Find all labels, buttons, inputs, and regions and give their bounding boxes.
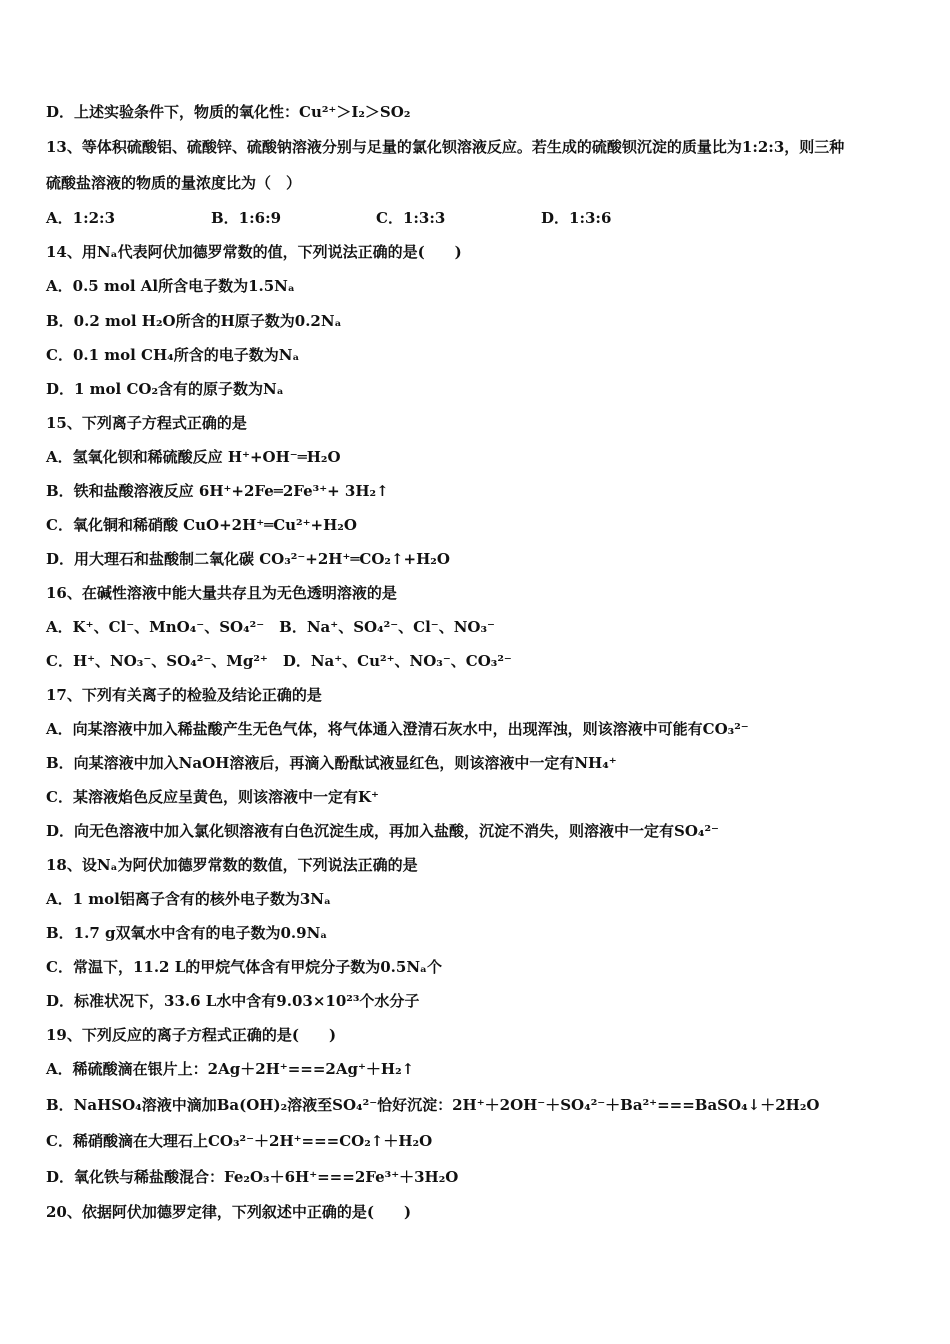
question-14-option-c: C．0.1 mol CH₄所含的电子数为Nₐ [46,346,300,364]
question-19-option-a: A．稀硫酸滴在银片上：2Ag＋2H⁺===2Ag⁺＋H₂↑ [46,1060,415,1078]
question-19-option-d: D．氧化铁与稀盐酸混合：Fe₂O₃＋6H⁺===2Fe³⁺＋3H₂O [46,1168,459,1186]
question-14-option-d: D．1 mol CO₂含有的原子数为Nₐ [46,380,284,398]
question-17-option-a: A．向某溶液中加入稀盐酸产生无色气体，将气体通入澄清石灰水中，出现浑浊，则该溶液中可能有CO₃²⁻ [46,720,749,738]
option-b: B．1:6:9 [211,209,282,227]
question-17-option-b: B．向某溶液中加入NaOH溶液后，再滴入酚酞试液显红色，则该溶液中一定有NH₄⁺ [46,754,617,772]
question-15-option-b: B．铁和盐酸溶液反应 6H⁺+2Fe═2Fe³⁺+ 3H₂↑ [46,482,389,500]
question-20: 20、依据阿伏加德罗定律，下列叙述中正确的是( ) [46,1203,412,1221]
question-15-option-a: A．氢氧化钡和稀硫酸反应 H⁺+OH⁻═H₂O [46,448,341,466]
question-13-line-2: 硫酸盐溶液的物质的量浓度比为（ ） [46,174,302,192]
question-18-option-a: A．1 mol铝离子含有的核外电子数为3Nₐ [46,890,332,908]
question-16-options-cd: C．H⁺、NO₃⁻、SO₄²⁻、Mg²⁺ D．Na⁺、Cu²⁺、NO₃⁻、CO₃²⁻ [46,652,512,670]
question-19: 19、下列反应的离子方程式正确的是( ) [46,1026,337,1044]
question-14: 14、用Nₐ代表阿伏加德罗常数的值，下列说法正确的是( ) [46,243,462,261]
question-17-option-d: D．向无色溶液中加入氯化钡溶液有白色沉淀生成，再加入盐酸，沉淀不消失，则溶液中一定有SO₄²⁻ [46,822,719,840]
option-a: A．1:2:3 [46,209,116,227]
question-18-option-d: D．标准状况下，33.6 L水中含有9.03×10²³个水分子 [46,992,420,1010]
question-18: 18、设Nₐ为阿伏加德罗常数的数值，下列说法正确的是 [46,856,418,874]
question-18-option-c: C．常温下，11.2 L的甲烷气体含有甲烷分子数为0.5Nₐ个 [46,958,443,976]
question-15-option-c: C．氧化铜和稀硝酸 CuO+2H⁺═Cu²⁺+H₂O [46,516,357,534]
text-line: D．上述实验条件下，物质的氧化性：Cu²⁺＞I₂＞SO₂ [46,103,411,121]
question-13-line-1: 13、等体积硫酸铝、硫酸锌、硫酸钠溶液分别与足量的氯化钡溶液反应。若生成的硫酸钡沉淀的质量比为1:2:3，则三种 [46,138,845,156]
option-c: C．1:3:3 [376,209,446,227]
question-19-option-b: B．NaHSO₄溶液中滴加Ba(OH)₂溶液至SO₄²⁻恰好沉淀：2H⁺＋2OH⁻＋SO₄²⁻＋Ba²⁺===BaSO₄↓＋2H₂O [46,1096,820,1114]
question-16-options-ab: A．K⁺、Cl⁻、MnO₄⁻、SO₄²⁻ B．Na⁺、SO₄²⁻、Cl⁻、NO₃⁻ [46,618,495,636]
question-14-option-b: B．0.2 mol H₂O所含的H原子数为0.2Nₐ [46,312,342,330]
question-14-option-a: A．0.5 mol Al所含电子数为1.5Nₐ [46,277,295,295]
question-17: 17、下列有关离子的检验及结论正确的是 [46,686,322,704]
option-d: D．1:3:6 [541,209,612,227]
question-19-option-c: C．稀硝酸滴在大理石上CO₃²⁻＋2H⁺===CO₂↑＋H₂O [46,1132,433,1150]
question-18-option-b: B．1.7 g双氧水中含有的电子数为0.9Nₐ [46,924,328,942]
question-15: 15、下列离子方程式正确的是 [46,414,247,432]
question-13-options [46,208,706,228]
question-16: 16、在碱性溶液中能大量共存且为无色透明溶液的是 [46,584,397,602]
question-15-option-d: D．用大理石和盐酸制二氧化碳 CO₃²⁻+2H⁺═CO₂↑+H₂O [46,550,450,568]
question-17-option-c: C．某溶液焰色反应呈黄色，则该溶液中一定有K⁺ [46,788,379,806]
